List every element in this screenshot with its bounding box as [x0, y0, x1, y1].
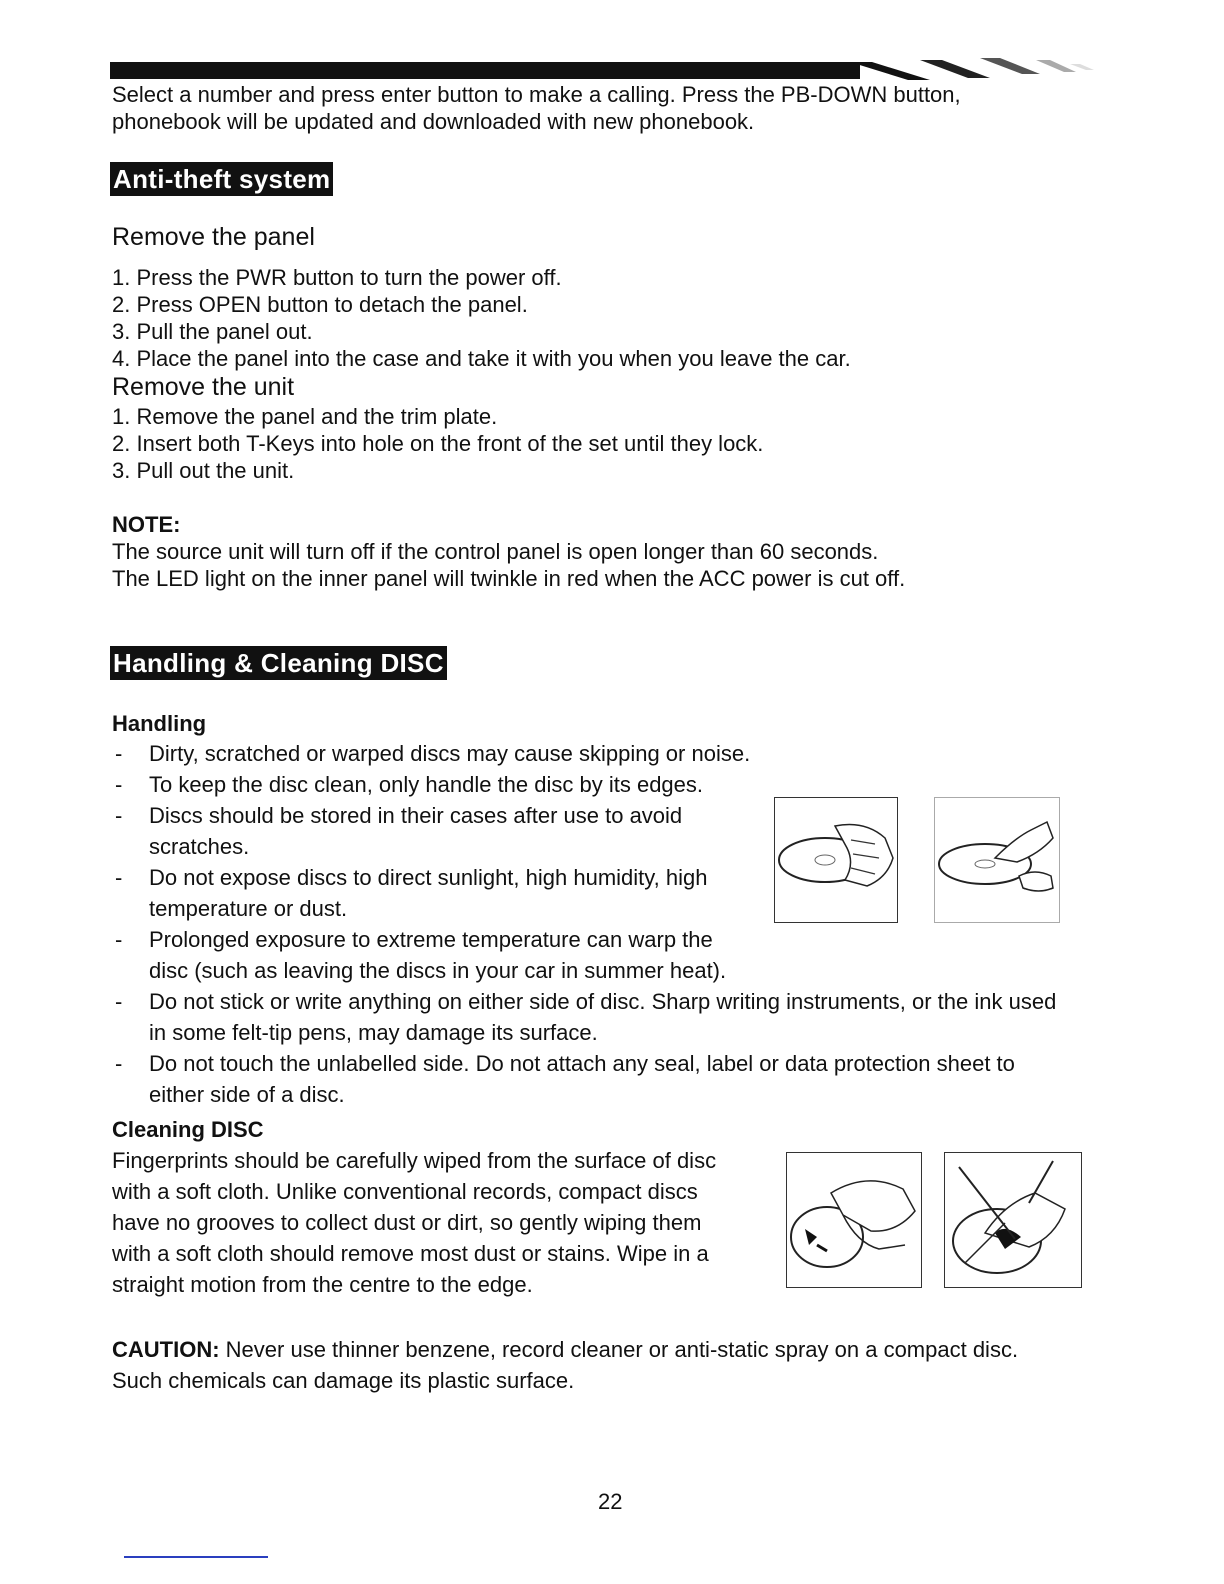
caution-line-2: Such chemicals can damage its plastic surface. — [112, 1368, 575, 1393]
handling-heading: Handling — [112, 711, 207, 736]
remove-panel-heading: Remove the panel — [112, 223, 315, 251]
disc-wipe-illustration-1 — [786, 1152, 922, 1288]
cleaning-line: with a soft cloth should remove most dust or stains. Wipe in a — [112, 1241, 709, 1266]
antitheft-section-title: Anti-theft system — [110, 162, 333, 196]
cleaning-line: Fingerprints should be carefully wiped from the surface of disc — [112, 1148, 717, 1173]
page-number: 22 — [598, 1489, 623, 1514]
cleaning-line: with a soft cloth. Unlike conventional records, compact discs — [112, 1179, 698, 1204]
caution-line-1: CAUTION: Never use thinner benzene, record cleaner or anti-static spray on a compact disc. — [112, 1337, 1019, 1362]
list-item: 2. Insert both T-Keys into hole on the front of the set until they lock. — [112, 431, 764, 456]
cleaning-line: straight motion from the centre to the edge. — [112, 1272, 533, 1297]
list-item: 3. Pull the panel out. — [112, 319, 313, 344]
remove-unit-steps — [112, 403, 763, 484]
list-item: 4. Place the panel into the case and take it with you when you leave the car. — [112, 346, 851, 371]
caution-label: CAUTION: — [112, 1337, 220, 1362]
header-bar — [110, 62, 860, 79]
remove-panel-steps — [112, 264, 851, 372]
list-item: - Do not stick or write anything on either side of disc. Sharp writing instruments, or the ink used in some felt-tip pens, may damage its surface. — [115, 989, 1057, 1045]
disc-wipe-illustration-2 — [944, 1152, 1082, 1288]
list-item: - Do not expose discs to direct sunlight, high humidity, high temperature or dust. — [115, 865, 708, 921]
list-item: 3. Pull out the unit. — [112, 458, 295, 483]
cleaning-line: have no grooves to collect dust or dirt, so gently wiping them — [112, 1210, 702, 1235]
disc-section-title: Handling & Cleaning DISC — [110, 646, 447, 680]
disc-hold-illustration-1 — [774, 797, 898, 923]
note-line-2: The LED light on the inner panel will twinkle in red when the ACC power is cut off. — [112, 566, 906, 591]
note-line-1: The source unit will turn off if the control panel is open longer than 60 seconds. — [112, 539, 879, 564]
list-item: - Discs should be stored in their cases after use to avoid scratches. — [115, 803, 683, 859]
cleaning-text — [112, 1145, 716, 1300]
intro-line-1: Select a number and press enter button to make a calling. Press the PB-DOWN button, — [112, 82, 961, 107]
note-label: NOTE: — [112, 512, 181, 537]
footer-rule — [124, 1556, 268, 1558]
list-item: 1. Press the PWR button to turn the power off. — [112, 265, 562, 290]
list-item: - Do not touch the unlabelled side. Do not attach any seal, label or data protection sheet to either side of a disc. — [115, 1051, 1015, 1107]
cleaning-heading: Cleaning DISC — [112, 1117, 264, 1142]
remove-unit-heading: Remove the unit — [112, 373, 295, 401]
list-item: 1. Remove the panel and the trim plate. — [112, 404, 498, 429]
list-item: - To keep the disc clean, only handle the disc by its edges. — [115, 772, 704, 797]
disc-hold-illustration-2 — [934, 797, 1060, 923]
list-item: - Dirty, scratched or warped discs may cause skipping or noise. — [115, 741, 751, 766]
list-item: 2. Press OPEN button to detach the panel. — [112, 292, 528, 317]
list-item: - Prolonged exposure to extreme temperature can warp the disc (such as leaving the discs in your car in summer heat). — [115, 927, 727, 983]
intro-line-2: phonebook will be updated and downloaded with new phonebook. — [112, 109, 755, 134]
